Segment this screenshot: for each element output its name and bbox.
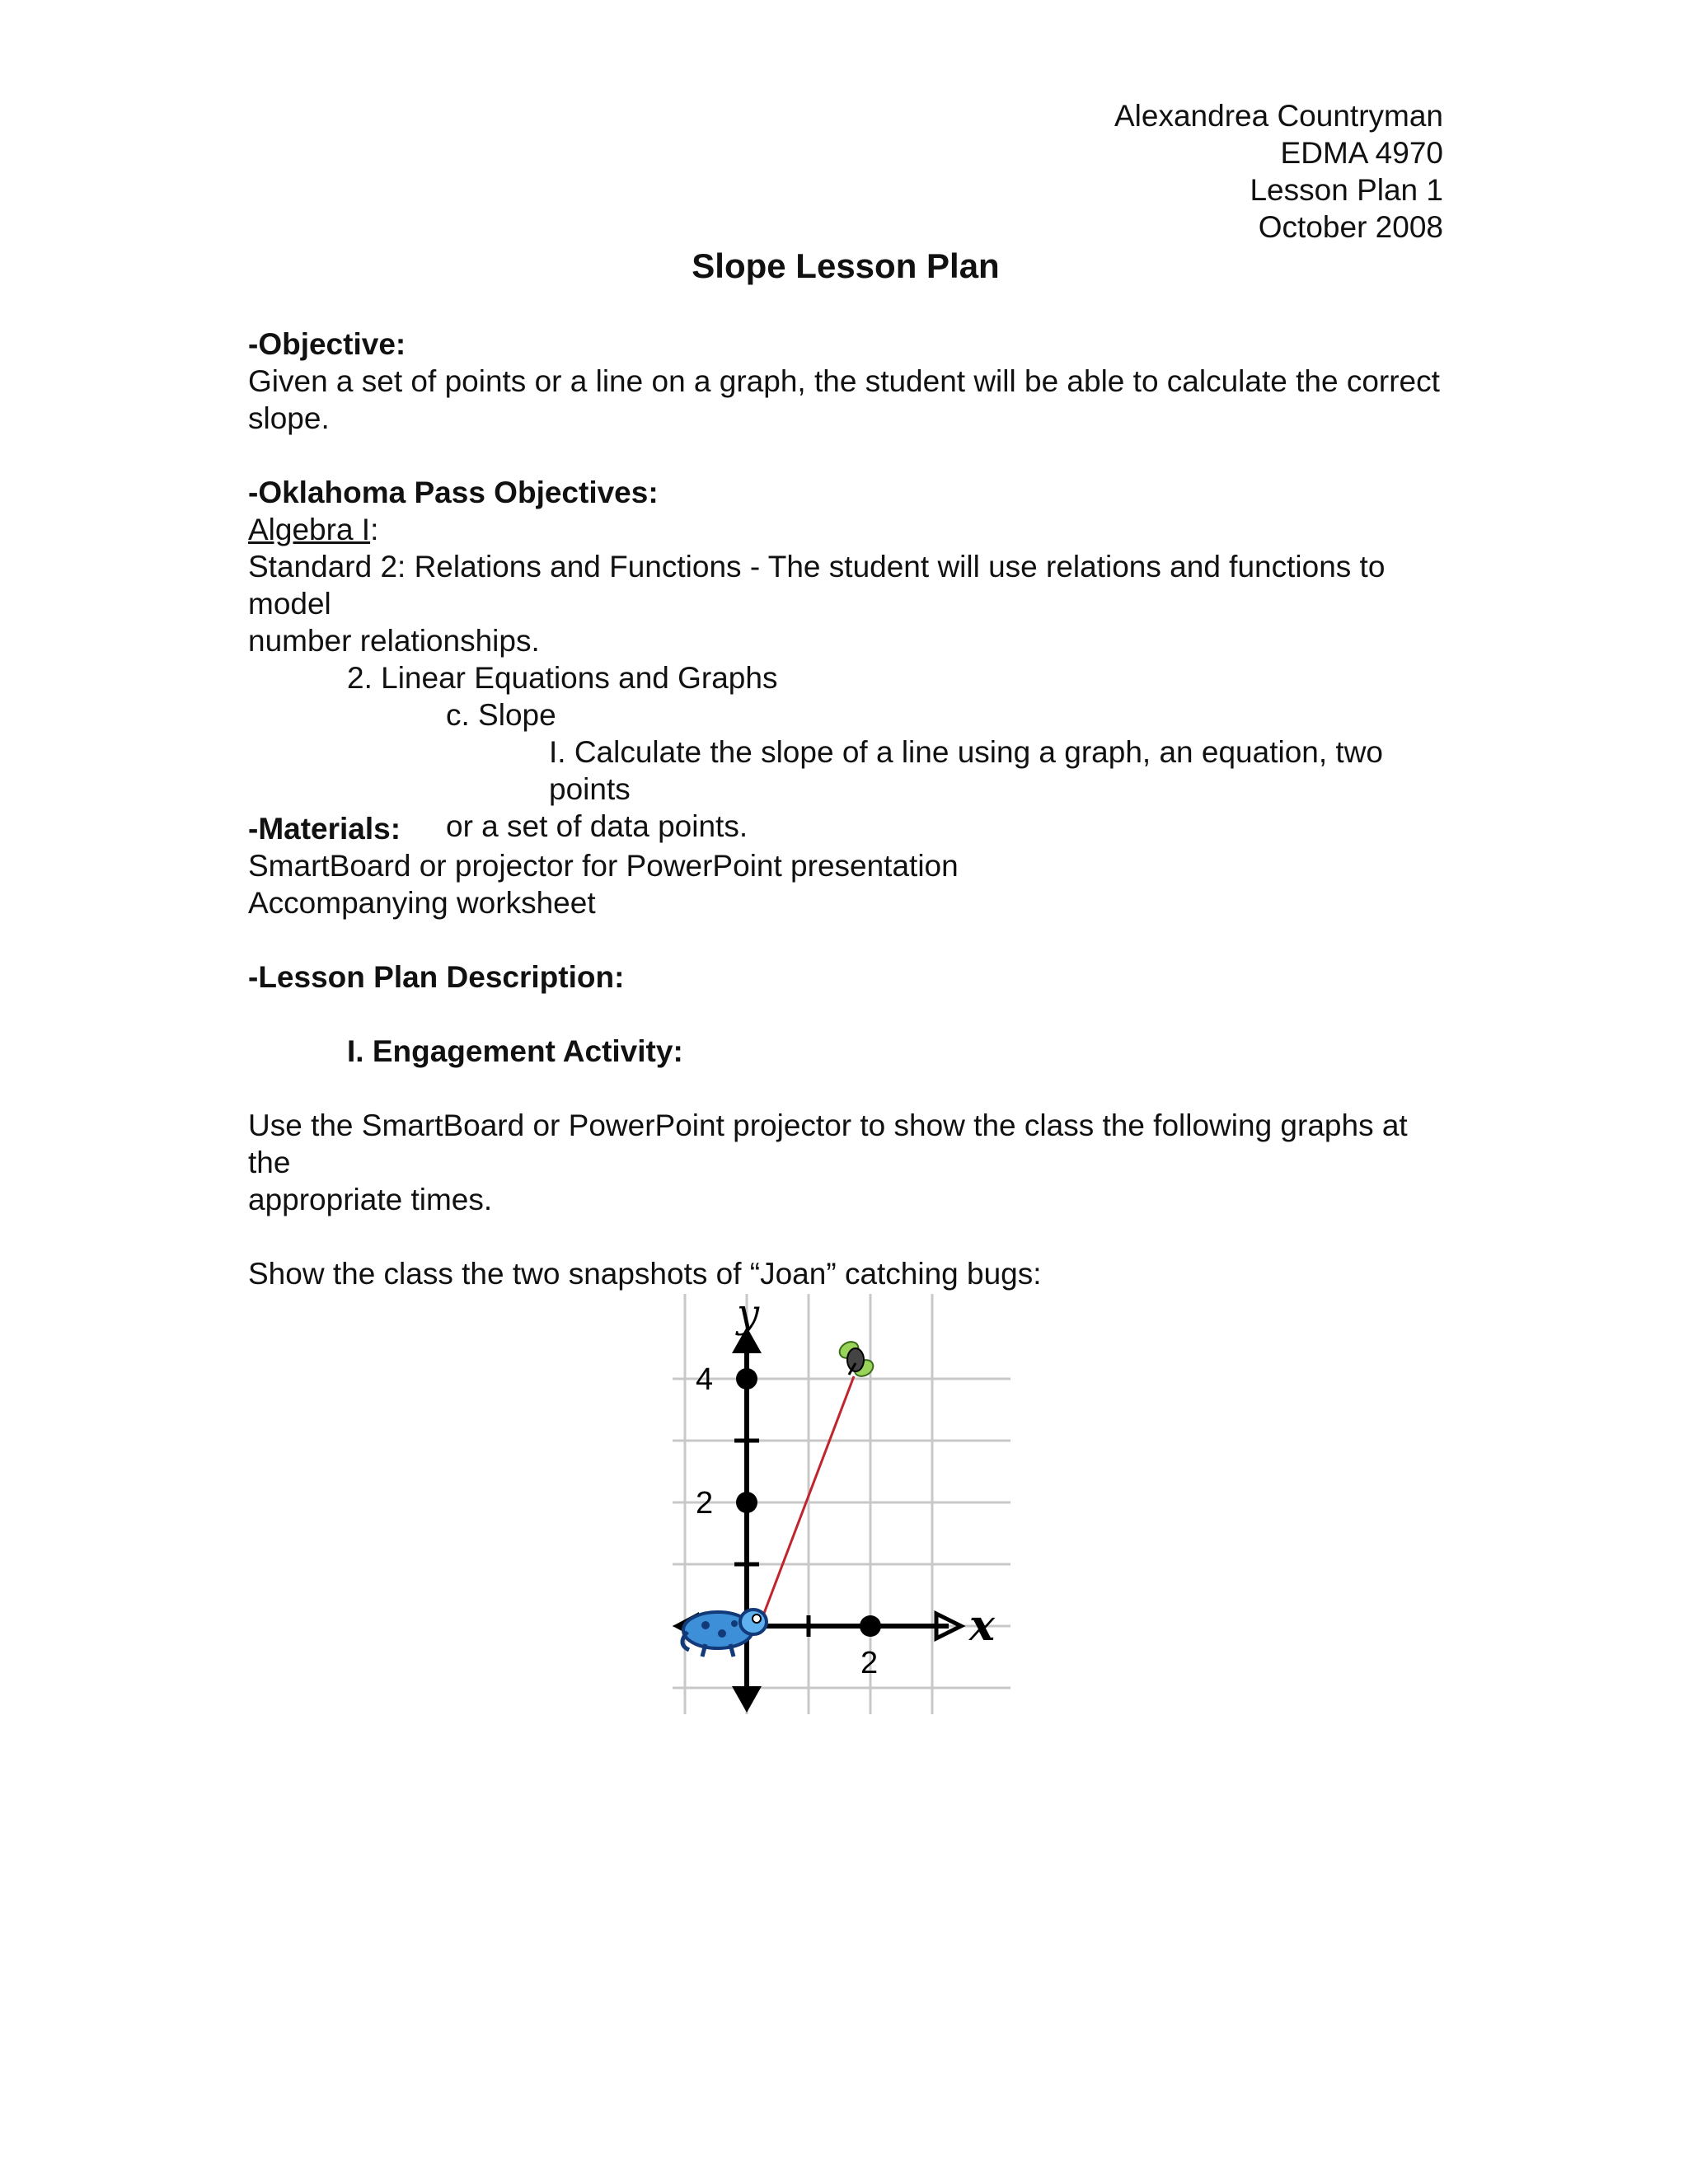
y-tick-label-2: 2 bbox=[696, 1486, 714, 1521]
materials-heading: -Materials: bbox=[248, 812, 401, 846]
lesson-number: Lesson Plan 1 bbox=[1250, 173, 1443, 207]
standard-line: Standard 2: Relations and Functions - The student will use relations and functions to model bbox=[248, 550, 1386, 621]
materials-section bbox=[248, 810, 1443, 921]
chameleon-icon bbox=[682, 1610, 767, 1657]
x-point-2 bbox=[860, 1615, 881, 1637]
x-axis-label: x bbox=[969, 1601, 996, 1651]
document-page bbox=[248, 0, 1443, 2184]
course-colon: : bbox=[370, 513, 379, 546]
materials-item: Accompanying worksheet bbox=[248, 886, 596, 920]
y-point-4 bbox=[736, 1368, 757, 1390]
description-heading: -Lesson Plan Description: bbox=[248, 960, 625, 994]
page-title: Slope Lesson Plan bbox=[692, 246, 1000, 285]
materials-item: SmartBoard or projector for PowerPoint presentation bbox=[248, 849, 959, 883]
description-section bbox=[248, 958, 1443, 1292]
pass-objectives-section bbox=[248, 474, 1443, 845]
objective-text: Given a set of points or a line on a graph, the student will be able to calculate the correct bbox=[248, 364, 1440, 398]
y-axis-label: y bbox=[737, 1294, 760, 1337]
pass-heading: -Oklahoma Pass Objectives: bbox=[248, 476, 659, 509]
document-header bbox=[1114, 97, 1443, 246]
engagement-paragraph: Use the SmartBoard or PowerPoint projector to show the class the following graphs at the bbox=[248, 1108, 1408, 1179]
snapshot-instruction: Show the class the two snapshots of “Joan” catching bugs: bbox=[248, 1257, 1042, 1291]
course-code: EDMA 4970 bbox=[1280, 136, 1443, 170]
y-tick-label-4: 4 bbox=[696, 1362, 714, 1397]
x-tick-label-2: 2 bbox=[860, 1646, 879, 1680]
objective-item: 2. Linear Equations and Graphs bbox=[347, 661, 778, 695]
objective-detail: I. Calculate the slope of a line using a graph, an equation, two points bbox=[549, 735, 1384, 806]
standard-line-cont: number relationships. bbox=[248, 624, 540, 658]
objective-text-cont: slope. bbox=[248, 401, 330, 435]
objective-subitem: c. Slope bbox=[446, 698, 556, 732]
engagement-heading: I. Engagement Activity: bbox=[347, 1034, 683, 1068]
course-line bbox=[248, 511, 1443, 548]
y-point-2 bbox=[736, 1492, 757, 1513]
course-label: Algebra I bbox=[248, 513, 371, 546]
joan-graph-figure bbox=[673, 1294, 1019, 1731]
objective-detail-cont: or a set of data points. bbox=[446, 809, 748, 843]
coordinate-graph bbox=[673, 1294, 1019, 1722]
engagement-paragraph-cont: appropriate times. bbox=[248, 1183, 493, 1216]
y-axis-down-arrow bbox=[732, 1686, 762, 1713]
author-name: Alexandrea Countryman bbox=[1114, 99, 1443, 133]
objective-section bbox=[248, 326, 1443, 437]
lesson-date: October 2008 bbox=[1258, 210, 1443, 244]
objective-heading: -Objective: bbox=[248, 327, 406, 361]
